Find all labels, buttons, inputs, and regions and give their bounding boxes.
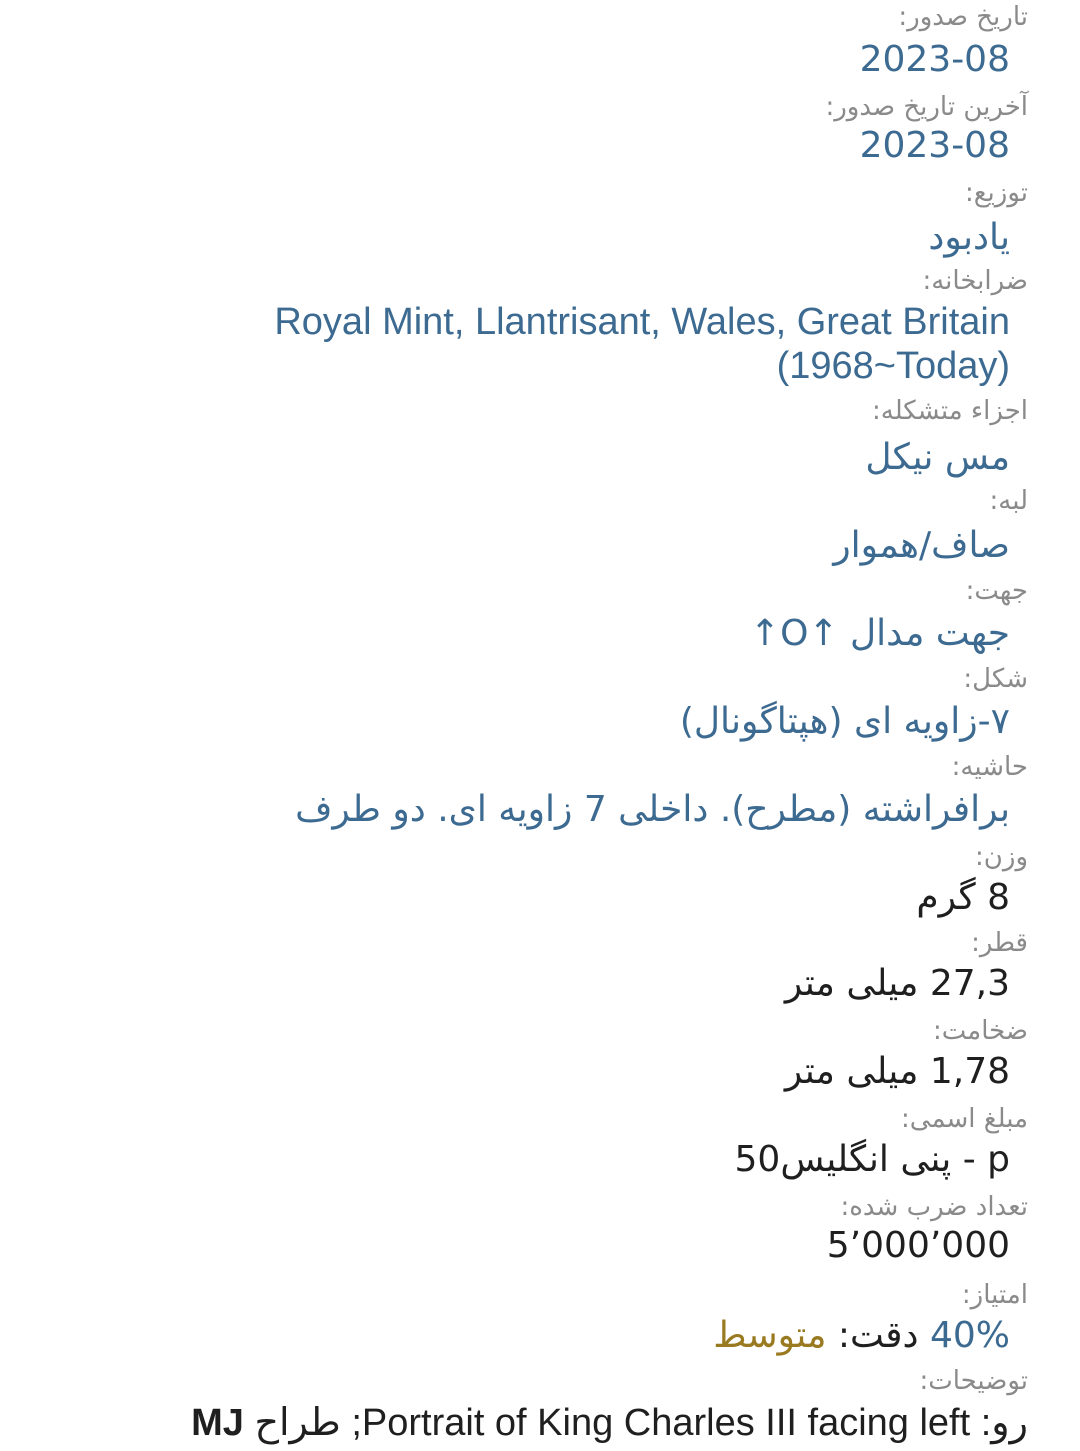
rating-accuracy-label: دقت: xyxy=(837,1315,919,1356)
border-value[interactable]: برافراشته (مطرح). داخلی 7 زاویه ای. دو طرف xyxy=(295,789,1010,830)
mint-value-line1[interactable]: Royal Mint, Llantrisant, Wales, Great Britain xyxy=(274,301,1010,343)
shape-label: شکل: xyxy=(963,664,1028,694)
edge-label: لبه: xyxy=(989,486,1028,516)
diameter-label: قطر: xyxy=(971,928,1028,958)
notes-designer-label: طراح xyxy=(254,1402,341,1444)
mintage-label: تعداد ضرب شده: xyxy=(840,1192,1028,1222)
shape-value[interactable]: ۷-زاویه ای (هپتاگونال) xyxy=(679,701,1010,742)
mint-label: ضرابخانه: xyxy=(922,266,1028,296)
notes-obverse-text: Portrait of King Charles III facing left xyxy=(361,1402,971,1444)
mintage-value: 5’000’000 xyxy=(826,1225,1010,1266)
notes-obverse-line: رو: Portrait of King Charles III facing left; طراح MJ xyxy=(191,1402,1028,1444)
rating-percent[interactable]: 40% xyxy=(929,1315,1010,1356)
notes-label: توضیحات: xyxy=(919,1366,1028,1396)
mint-value-line2[interactable]: (1968~Today) xyxy=(776,345,1010,387)
orientation-value[interactable]: جهت مدال ↑O↑ xyxy=(749,613,1010,654)
diameter-value: 27,3 میلی متر xyxy=(784,963,1010,1004)
composition-label: اجزاء متشکله: xyxy=(872,396,1028,426)
composition-value[interactable]: مس نیکل xyxy=(865,437,1010,478)
distribution-value[interactable]: یادبود xyxy=(928,217,1010,258)
border-label: حاشیه: xyxy=(951,752,1028,782)
face-value-label: مبلغ اسمی: xyxy=(901,1104,1028,1134)
weight-label: وزن: xyxy=(975,842,1028,872)
thickness-label: ضخامت: xyxy=(933,1016,1028,1046)
rating-row xyxy=(713,1314,1010,1358)
last-issue-date-value: 2023-08 xyxy=(859,125,1010,166)
last-issue-date-label: آخرین تاریخ صدور: xyxy=(825,92,1028,122)
rating-accuracy-value: متوسط xyxy=(713,1315,827,1356)
distribution-label: توزیع: xyxy=(964,178,1028,208)
edge-value[interactable]: صاف/هموار xyxy=(833,525,1010,566)
rating-label: امتیاز: xyxy=(961,1280,1028,1310)
notes-designer-initials: MJ xyxy=(191,1402,244,1444)
notes-obverse-prefix: رو: xyxy=(980,1402,1028,1444)
orientation-label: جهت: xyxy=(965,576,1028,606)
weight-value: 8 گرم xyxy=(916,877,1010,918)
face-value-value: p - پنی انگلیس50 xyxy=(734,1139,1010,1180)
issue-date-value: 2023-08 xyxy=(859,39,1010,80)
issue-date-label: تاریخ صدور: xyxy=(898,2,1028,32)
thickness-value: 1,78 میلی متر xyxy=(784,1051,1010,1092)
